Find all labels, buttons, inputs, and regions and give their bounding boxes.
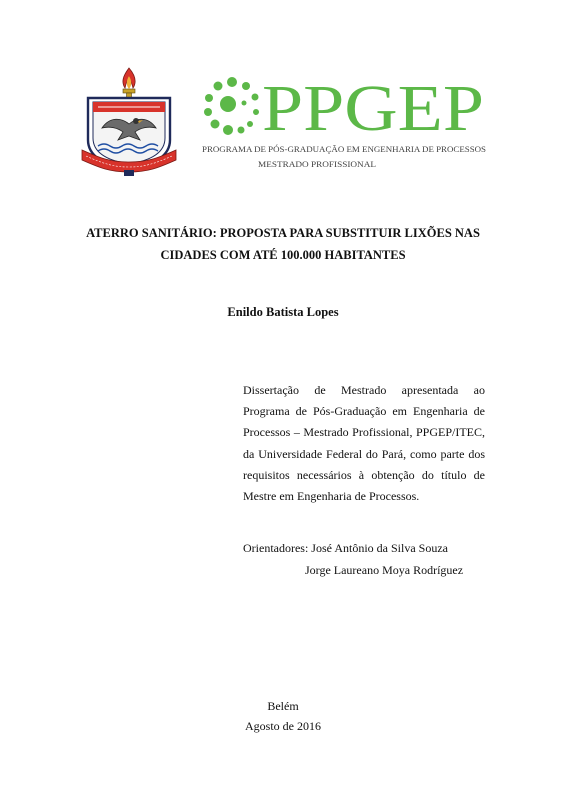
dissertation-title: [60, 222, 506, 266]
dissertation-description: Dissertação de Mestrado apresentada ao Programa de Pós-Graduação em Engenharia de Processos – Mestrado Profissional, PPGEP/ITEC, da Universidade Federal do Pará, como parte dos requisitos necessários à obtenção do título de Mestre em Engenharia de Processos.: [243, 383, 485, 504]
svg-text:PPGEP: PPGEP: [262, 72, 484, 145]
second-advisor: Jorge Laureano Moya Rodríguez: [305, 563, 464, 577]
author-name: Enildo Batista Lopes: [227, 305, 339, 319]
place: Belém: [267, 699, 299, 713]
date: Agosto de 2016: [245, 719, 321, 733]
title-line-1: ATERRO SANITÁRIO: PROPOSTA PARA SUBSTITUIR LIXÕES NAS: [86, 226, 480, 240]
advisors-line: Orientadores: José Antônio da Silva Souza: [243, 541, 448, 555]
svg-text:PROGRAMA DE PÓS-GRADUAÇÃO EM E: PROGRAMA DE PÓS-GRADUAÇÃO EM ENGENHARIA DE PROCESSOS: [202, 144, 487, 154]
ppgep-dots-icon: [204, 77, 259, 135]
title-line-2: CIDADES COM ATÉ 100.000 HABITANTES: [160, 248, 406, 262]
ufpa-seal-icon: [80, 66, 178, 178]
svg-text:MESTRADO PROFISSIONAL: MESTRADO PROFISSIONAL: [258, 159, 376, 169]
ppgep-logo: [200, 70, 490, 175]
